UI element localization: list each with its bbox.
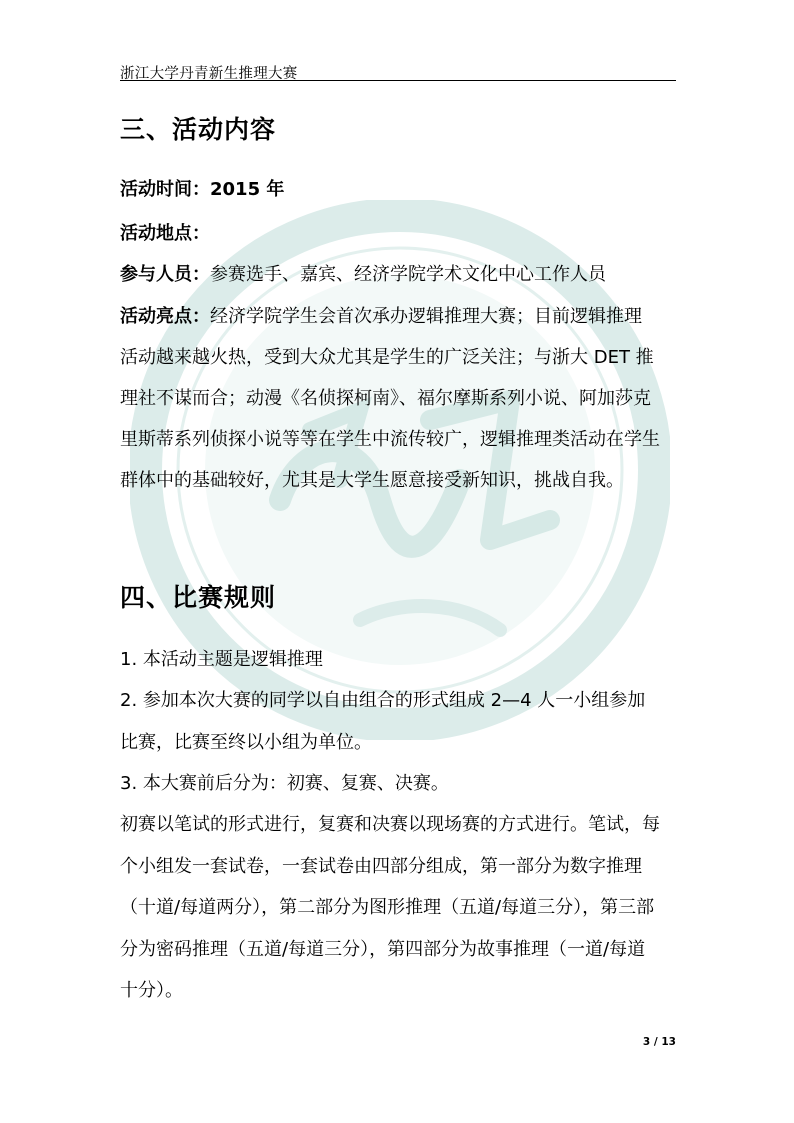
participants-value: 参赛选手、嘉宾、经济学院学术文化中心工作人员 <box>210 264 606 285</box>
rule-line-6: 个小组发一套试卷，一套试卷由四部分组成，第一部分为数字推理 <box>120 856 642 877</box>
section-heading-activity-content: 三、活动内容 <box>120 115 277 144</box>
activity-place-line <box>120 222 676 246</box>
page-number: 3 / 13 <box>642 1036 676 1048</box>
highlight-text: 经济学院学生会首次承办逻辑推理大赛；目前逻辑推理 <box>210 306 642 327</box>
section-heading-rules: 四、比赛规则 <box>120 583 277 612</box>
highlight-line-1 <box>120 305 676 329</box>
activity-time-line <box>120 178 676 202</box>
highlight-line-3: 理社不谋而合；动漫《名侦探柯南》、福尔摩斯系列小说、阿加莎克 <box>120 388 651 409</box>
participants-label: 参与人员： <box>120 264 210 285</box>
highlight-line-4: 里斯蒂系列侦探小说等等在学生中流传较广，逻辑推理类活动在学生 <box>120 429 660 450</box>
rule-line-1: 1. 本活动主题是逻辑推理 <box>120 649 323 670</box>
rule-line-3: 比赛，比赛至终以小组为单位。 <box>120 732 372 753</box>
rule-line-7: （十道/每道两分），第二部分为图形推理（五道/每道三分），第三部 <box>120 897 655 918</box>
highlight-line-2: 活动越来越火热，受到大众尤其是学生的广泛关注；与浙大 DET 推 <box>120 347 654 368</box>
highlight-label: 活动亮点： <box>120 306 210 327</box>
activity-time-value: 2015 年 <box>210 179 285 200</box>
rule-line-4: 3. 本大赛前后分为：初赛、复赛、决赛。 <box>120 773 449 794</box>
highlight-line-5: 群体中的基础较好，尤其是大学生愿意接受新知识，挑战自我。 <box>120 470 624 491</box>
rule-line-9: 十分）。 <box>120 980 183 1001</box>
participants-line <box>120 263 676 287</box>
rule-line-5: 初赛以笔试的形式进行，复赛和决赛以现场赛的方式进行。笔试，每 <box>120 814 660 835</box>
rule-line-2: 2. 参加本次大赛的同学以自由组合的形式组成 2—4 人一小组参加 <box>120 690 646 711</box>
rule-line-8: 分为密码推理（五道/每道三分），第四部分为故事推理（一道/每道 <box>120 939 646 960</box>
activity-time-label: 活动时间： <box>120 179 210 200</box>
page-header <box>120 58 676 81</box>
header-title: 浙江大学丹青新生推理大赛 <box>120 66 298 82</box>
activity-place-label: 活动地点： <box>120 223 210 244</box>
